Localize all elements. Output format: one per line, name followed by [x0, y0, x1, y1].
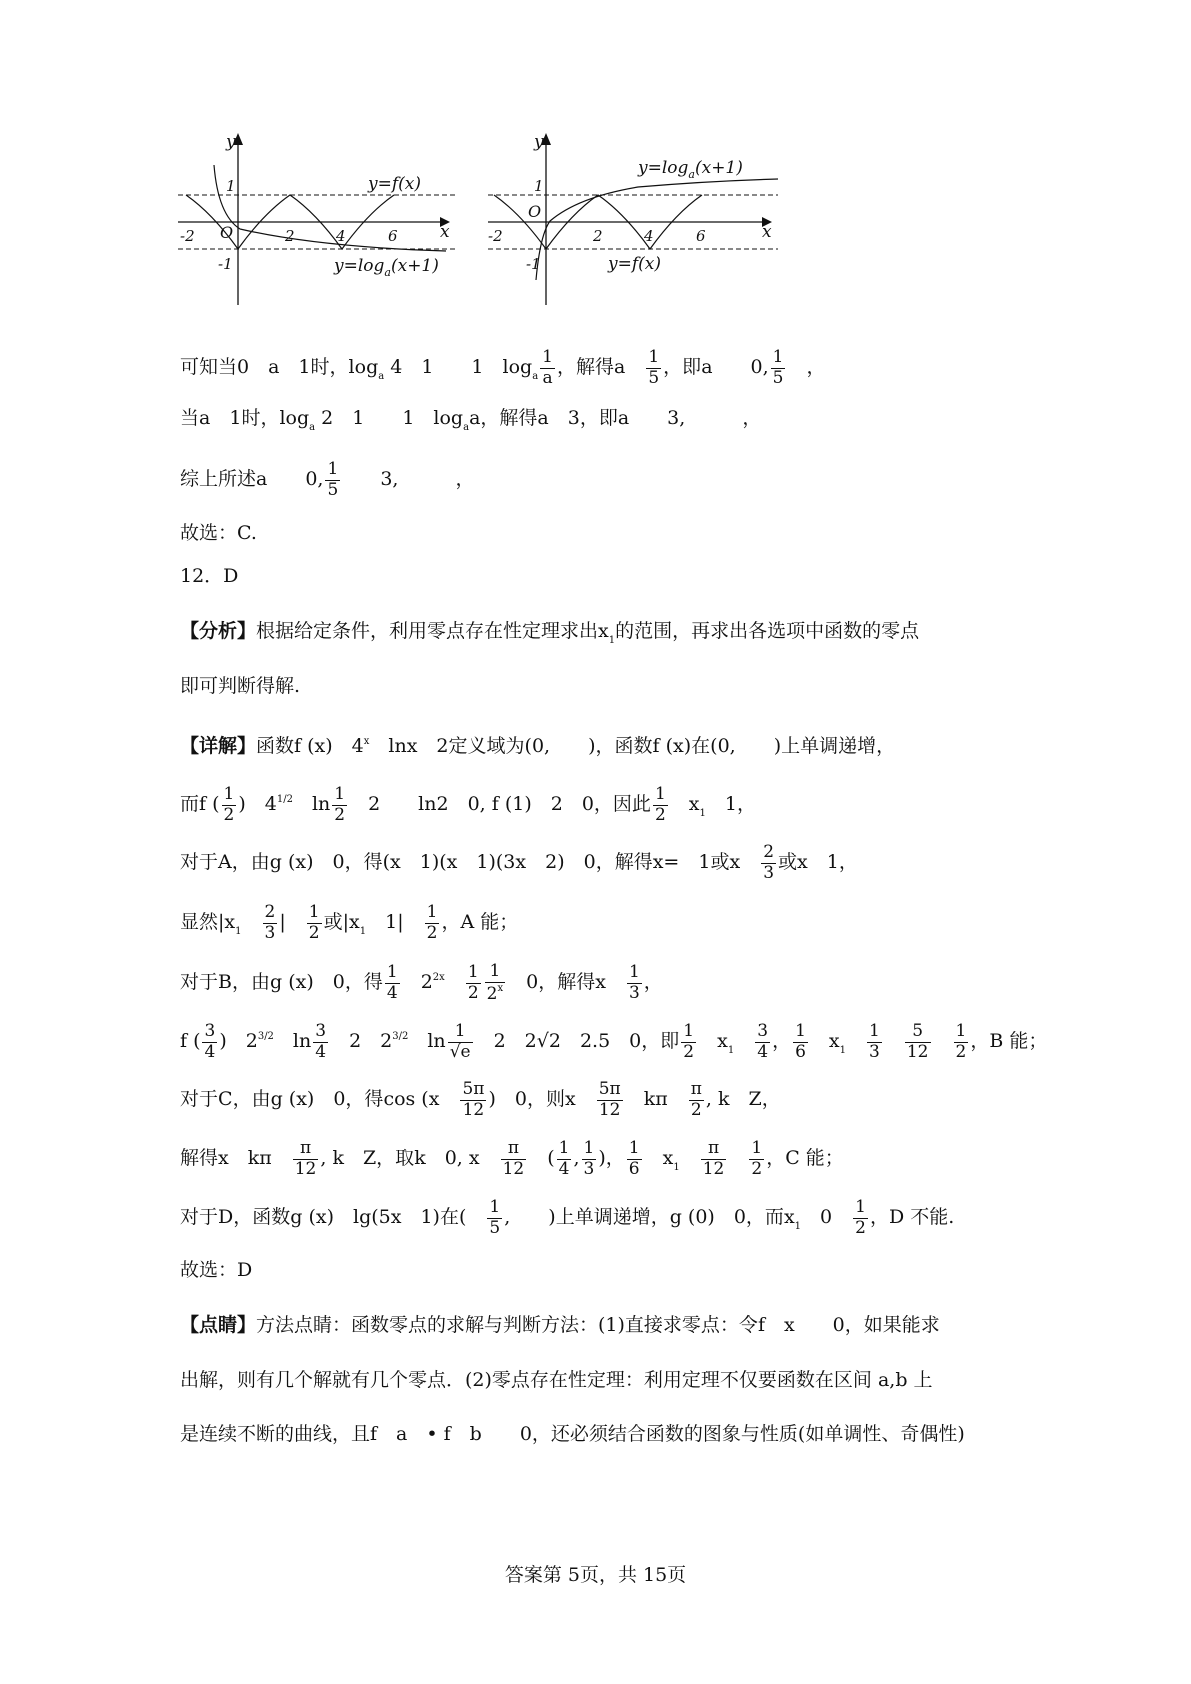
curve-log-sub: a	[688, 168, 695, 181]
text-line: 对于D，函数g (x) lg(5x 1)在( $\frac{1}{5}$ , )上单调递增，g (0) 0，而$x_1$ 0 $\frac{1}{2}$ ，D 不能.	[180, 1197, 955, 1238]
text-line: f ( $\frac{3}{4}$ ) $2^{3/2}$ ln $\frac{3}{4}$ 2 $2^{3/2}$ ln $\frac{1}{√e}$ 2 2√2 2.5 0，即 $\frac{1}{2}$ $x_1$ $\frac{3}{4}$ ， $\frac{1}{6}$ $x_1$ $\frac{1}{3}$ $\frac{5}{12}$ $\frac{1}{2}$ ，B 能；	[180, 1021, 1048, 1062]
text-line: 解得x kπ $\frac{\pi}{12}$ , k Z，取k 0, x $\frac{\pi}{12}$ ( $\frac{1}{4}$ , $\frac{1}{3}$ )， $\frac{1}{6}$ $x_1$ $\frac{\pi}{12}$ $\frac{1}{2}$ ，C 能；	[180, 1138, 844, 1179]
x-axis-label: x	[440, 222, 450, 242]
text-line: 对于B，由g (x) 0，得 $\frac{1}{4}$ $2^{2x}$ $\frac{1}{2}$ $\frac{1}{2^x}$ 0，解得x $\frac{1}{3}$ ，	[180, 961, 663, 1004]
text-line: 【详解】函数f (x) 4$^x$ lnx 2定义域为(0, )，函数f (x)在(0, )上单调递增，	[180, 735, 896, 757]
text-line: 显然$|x_1$ $\frac{2}{3}$ | $\frac{1}{2}$ 或$|x_1$ 1| $\frac{1}{2}$ ，A 能；	[180, 902, 519, 943]
curve-log-arg: (x+1)	[694, 158, 743, 178]
origin-label: O	[220, 223, 234, 242]
curve-f-label: y=f(x)	[368, 174, 421, 194]
svg-text:y=loga(x+1)	[637, 158, 743, 181]
tick-label: -2	[488, 227, 503, 245]
one-label: 1	[226, 177, 236, 195]
x-axis-label: x	[762, 222, 772, 242]
tick-label: 2	[593, 227, 603, 245]
tick-label: 6	[388, 227, 398, 245]
tick-label: 6	[696, 227, 706, 245]
text-line: 故选：D	[180, 1259, 253, 1281]
tick-label: -2	[180, 227, 195, 245]
text-line: 对于C，由g (x) 0，得cos (x $\frac{5\pi}{12}$ ) 0，则x $\frac{5\pi}{12}$ kπ $\frac{\pi}{2}$ , k Z，	[180, 1079, 781, 1120]
text-line: 对于A，由g (x) 0，得(x 1)(x 1)(3x 2) 0，解得x= 1或x $\frac{2}{3}$ 或x 1，	[180, 842, 858, 883]
y-axis-label: y	[226, 132, 236, 152]
y-axis-label: y	[534, 132, 544, 152]
tick-label: 2	[285, 227, 295, 245]
text-line: 是连续不断的曲线，且f a • f b 0，还必须结合函数的图象与性质(如单调性、奇偶性)	[180, 1423, 965, 1445]
text-line: 【点睛】方法点睛：函数零点的求解与判断方法：(1)直接求零点：令f x 0，如果能求	[180, 1314, 940, 1336]
question-number: 12．D	[180, 565, 239, 587]
page-footer: 答案第 5页，共 15页	[504, 1564, 687, 1586]
text-line: 【分析】根据给定条件，利用零点存在性定理求出$x_1$的范围，再求出各选项中函数的零点	[180, 620, 920, 646]
graph-left	[178, 125, 478, 329]
curve-log-sub: a	[384, 266, 391, 279]
text-line: 综上所述a 0, $\frac{1}{5}$ 3, ，	[180, 459, 475, 500]
neg-one-label: -1	[218, 255, 233, 273]
neg-one-label: -1	[526, 255, 541, 273]
text-line: 即可判断得解.	[180, 675, 301, 697]
text-line: 可知当0 a 1时，$\log_a 4$ 1 1 $\log_a$ $\frac{1}{a}$ ，解得a $\frac{1}{5}$ ，即a 0, $\frac{1}{5}$ ，	[180, 347, 826, 388]
curve-f-label: y=f(x)	[608, 254, 661, 274]
graph-right	[488, 125, 788, 329]
svg-text:y=loga(x+1)	[333, 256, 439, 279]
text-line: 故选：C.	[180, 522, 257, 544]
tick-label: 4	[336, 227, 346, 245]
text-line: 当a 1时，$\log_a 2$ 1 1 $\log_aa$，解得a 3，即a 3, ，	[180, 407, 762, 433]
tick-label: 4	[644, 227, 654, 245]
one-label: 1	[534, 177, 544, 195]
text-line: 而f ( $\frac{1}{2}$ ) $4^{1/2}$ ln $\frac{1}{2}$ 2 ln2 0, f (1) 2 0，因此 $\frac{1}{2}$ $x_1$ 1，	[180, 784, 756, 825]
curve-log-arg: (x+1)	[390, 256, 439, 276]
text-line: 出解，则有几个解就有几个零点．(2)零点存在性定理：利用定理不仅要函数在区间 a,b 上	[180, 1369, 933, 1391]
curve-log-label: y=log	[638, 158, 689, 178]
curve-log-label: y=log	[334, 256, 385, 276]
origin-label: O	[528, 202, 542, 221]
